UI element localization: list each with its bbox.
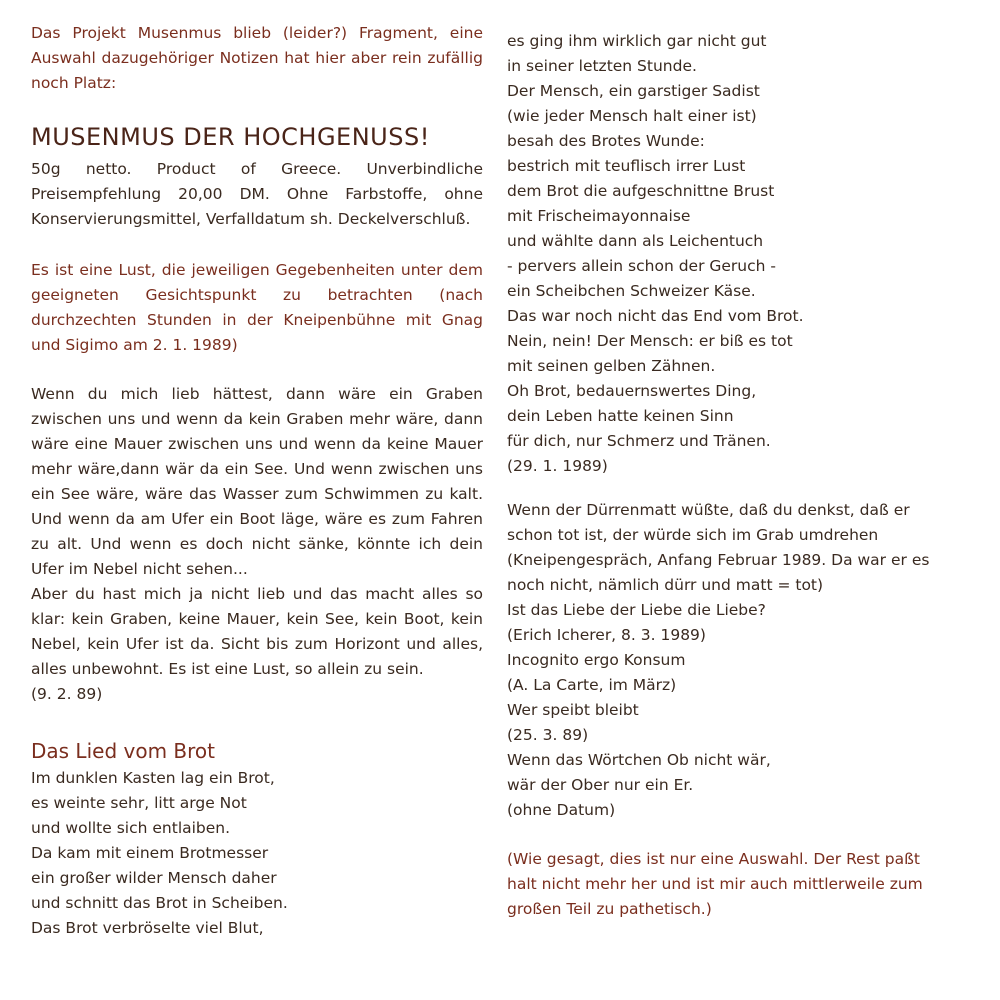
song-line: Da kam mit einem Brotmesser <box>31 844 269 862</box>
graben-section <box>31 382 483 707</box>
intro-paragraph: Das Projekt Musenmus blieb (leider?) Fragment, eine Auswahl dazugehöriger Notizen hat hier aber rein zufällig noch Platz: <box>31 24 483 92</box>
quotes-section <box>507 498 967 823</box>
closing-line: halt nicht mehr her und ist mir auch mittlerweile zum <box>507 875 923 893</box>
song-line: Der Mensch, ein garstiger Sadist <box>507 82 760 100</box>
song-line: mit seinen gelben Zähnen. <box>507 357 716 375</box>
quote-line: Incognito ergo Konsum <box>507 651 686 669</box>
song-line: bestrich mit teuflisch irrer Lust <box>507 157 746 175</box>
song-line: mit Frischeimayonnaise <box>507 207 691 225</box>
quote-line: noch nicht, nämlich dürr und matt = tot) <box>507 576 824 594</box>
song-left-stanza <box>31 766 483 941</box>
song-line: und wählte dann als Leichentuch <box>507 232 764 250</box>
quote-line: Wenn der Dürrenmatt wüßte, daß du denkst, daß er <box>507 501 910 519</box>
closing-note <box>507 847 967 922</box>
song-line: dem Brot die aufgeschnittne Brust <box>507 182 775 200</box>
graben-paragraph-1: Wenn du mich lieb hättest, dann wäre ein Graben zwischen uns und wenn da kein Graben mehr wäre, dann wäre eine Mauer zwischen uns und wenn da keine Mauer mehr wäre,dann wär da ein See. Und wenn zwischen uns ein See wäre, wäre das Wasser zum Schwimmen zu kalt. Und wenn da am Ufer ein Boot läge, wäre es zum Fahren zu alt. Und wenn es doch nicht sänke, könnte ich dein Ufer im Nebel nicht sehen... <box>31 385 483 578</box>
song-right-stanza <box>507 29 967 479</box>
quote-line: schon tot ist, der würde sich im Grab umdrehen <box>507 526 879 544</box>
song-line: Nein, nein! Der Mensch: er biß es tot <box>507 332 793 350</box>
song-line: es ging ihm wirklich gar nicht gut <box>507 32 767 50</box>
song-title: Das Lied vom Brot <box>31 739 215 763</box>
graben-date: (9. 2. 89) <box>31 685 103 703</box>
quote-line: Wenn das Wörtchen Ob nicht wär, <box>507 751 771 769</box>
song-line: Das Brot verbröselte viel Blut, <box>31 919 264 937</box>
song-line: in seiner letzten Stunde. <box>507 57 697 75</box>
lust-paragraph: Es ist eine Lust, die jeweiligen Gegebenheiten unter dem geeigneten Gesichtspunkt zu betrachten (nach durchzechten Stunden in der Kneipenbühne mit Gnag und Sigimo am 2. 1. 1989) <box>31 261 483 354</box>
song-line: für dich, nur Schmerz und Tränen. <box>507 432 771 450</box>
quote-line: (ohne Datum) <box>507 801 616 819</box>
song-line: besah des Brotes Wunde: <box>507 132 705 150</box>
product-paragraph: 50g netto. Product of Greece. Unverbindliche Preisempfehlung 20,00 DM. Ohne Farbstoffe, ohne Konservierungsmittel, Verfalldatum sh. Deckelverschluß. <box>31 160 483 228</box>
quote-line: (A. La Carte, im März) <box>507 676 677 694</box>
song-line: - pervers allein schon der Geruch - <box>507 257 776 275</box>
song-line: Oh Brot, bedauernswertes Ding, <box>507 382 757 400</box>
song-line: und schnitt das Brot in Scheiben. <box>31 894 288 912</box>
closing-line: (Wie gesagt, dies ist nur eine Auswahl. Der Rest paßt <box>507 850 920 868</box>
song-line: und wollte sich entlaiben. <box>31 819 231 837</box>
song-line: es weinte sehr, litt arge Not <box>31 794 247 812</box>
song-line: ein großer wilder Mensch daher <box>31 869 277 887</box>
main-heading: MUSENMUS DER HOCHGENUSS! <box>31 123 430 151</box>
song-line: Im dunklen Kasten lag ein Brot, <box>31 769 275 787</box>
song-line: Das war noch nicht das End vom Brot. <box>507 307 804 325</box>
song-date: (29. 1. 1989) <box>507 457 608 475</box>
quote-line: wär der Ober nur ein Er. <box>507 776 694 794</box>
closing-line: großen Teil zu pathetisch.) <box>507 900 712 918</box>
quote-line: (25. 3. 89) <box>507 726 589 744</box>
graben-paragraph-2: Aber du hast mich ja nicht lieb und das macht alles so klar: kein Graben, keine Mauer, kein See, kein Boot, kein Nebel, kein Ufer ist da. Sicht bis zum Horizont und alles, alles unbewohnt. Es ist eine Lust, so allein zu sein. <box>31 585 483 678</box>
song-line: ein Scheibchen Schweizer Käse. <box>507 282 756 300</box>
song-line: (wie jeder Mensch halt einer ist) <box>507 107 757 125</box>
quote-line: Ist das Liebe der Liebe die Liebe? <box>507 601 766 619</box>
quote-line: (Kneipengespräch, Anfang Februar 1989. Da war er es <box>507 551 930 569</box>
quote-line: Wer speibt bleibt <box>507 701 639 719</box>
song-line: dein Leben hatte keinen Sinn <box>507 407 734 425</box>
quote-line: (Erich Icherer, 8. 3. 1989) <box>507 626 706 644</box>
